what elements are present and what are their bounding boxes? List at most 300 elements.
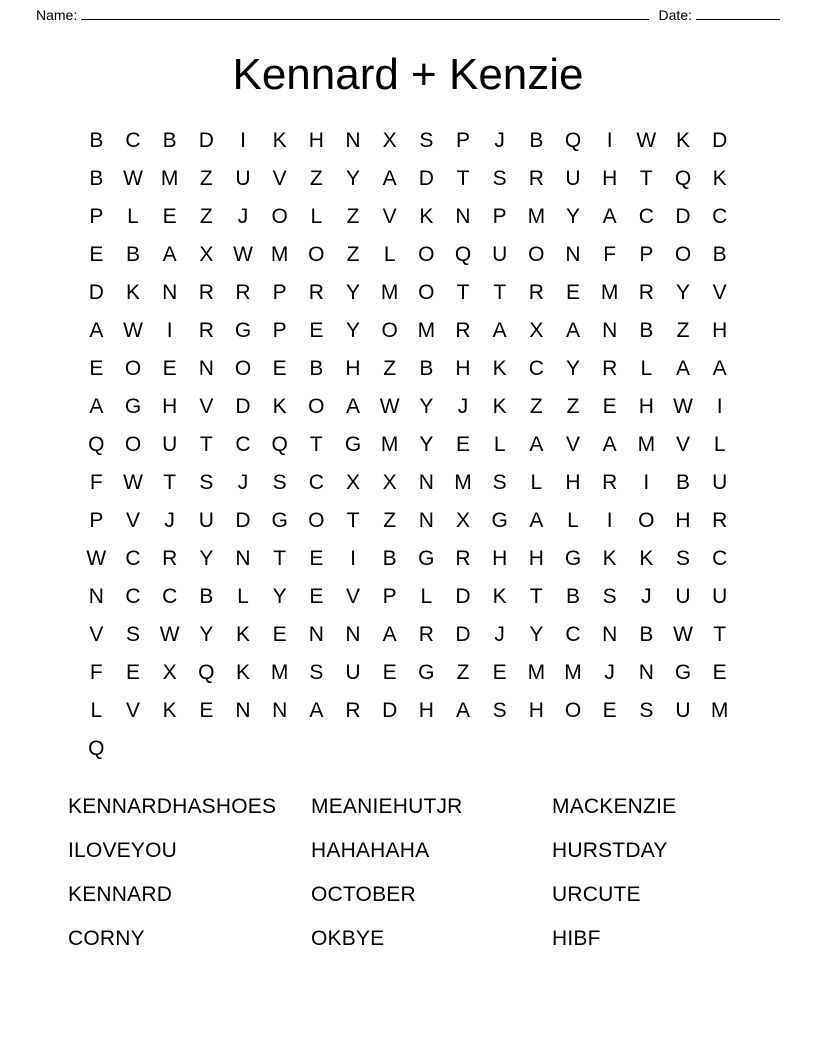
grid-cell[interactable]: F [603,243,617,267]
grid-cell[interactable]: G [234,319,252,343]
grid-cell[interactable]: B [529,129,544,153]
grid-cell[interactable]: I [606,129,613,153]
grid-cell[interactable]: R [528,167,544,191]
grid-cell[interactable]: H [455,357,471,381]
grid-cell[interactable]: U [712,585,728,609]
word-list-item[interactable]: KENNARD [68,883,173,907]
grid-cell[interactable]: C [162,585,178,609]
grid-cell[interactable]: B [419,357,434,381]
grid-cell[interactable]: G [418,661,435,685]
grid-cell[interactable]: Z [383,509,397,533]
grid-cell[interactable]: E [89,243,104,267]
grid-cell[interactable]: C [308,471,324,495]
grid-cell[interactable]: U [675,699,691,723]
grid-cell[interactable]: N [345,129,361,153]
grid-cell[interactable]: R [345,699,361,723]
grid-cell[interactable]: Z [529,395,543,419]
grid-cell[interactable]: U [712,471,728,495]
grid-cell[interactable]: T [713,623,727,647]
grid-cell[interactable]: R [235,281,251,305]
grid-cell[interactable]: E [455,433,470,457]
grid-cell[interactable]: I [606,509,613,533]
grid-cell[interactable]: O [124,357,142,381]
grid-cell[interactable]: T [456,281,470,305]
grid-cell[interactable]: N [565,243,581,267]
grid-cell[interactable]: K [602,547,617,571]
grid-cell[interactable]: Q [454,243,472,267]
grid-cell[interactable]: P [455,129,470,153]
grid-cell[interactable]: B [565,585,580,609]
grid-cell[interactable]: O [308,395,325,419]
grid-cell[interactable]: J [641,585,652,609]
grid-cell[interactable]: L [127,205,139,229]
grid-cell[interactable]: J [457,395,469,419]
grid-cell[interactable]: J [237,205,249,229]
grid-cell[interactable]: R [198,319,214,343]
grid-cell[interactable]: M [710,699,729,723]
word-list-item[interactable]: OCTOBER [311,883,416,907]
grid-cell[interactable]: N [235,699,251,723]
grid-cell[interactable]: D [235,395,251,419]
grid-cell[interactable]: B [162,129,177,153]
grid-cell[interactable]: Y [272,585,287,609]
grid-cell[interactable]: H [638,395,654,419]
grid-cell[interactable]: H [345,357,361,381]
grid-cell[interactable]: Z [199,167,213,191]
grid-cell[interactable]: K [492,395,507,419]
grid-cell[interactable]: L [567,509,579,533]
grid-cell[interactable]: S [272,471,287,495]
grid-cell[interactable]: X [382,471,397,495]
grid-cell[interactable]: Y [675,281,690,305]
grid-cell[interactable]: S [492,167,507,191]
grid-cell[interactable]: X [199,243,214,267]
grid-cell[interactable]: U [492,243,508,267]
grid-cell[interactable]: E [309,319,324,343]
grid-cell[interactable]: Z [566,395,580,419]
grid-cell[interactable]: C [235,433,251,457]
grid-cell[interactable]: U [565,167,581,191]
grid-cell[interactable]: W [233,243,253,267]
grid-cell[interactable]: U [235,167,251,191]
grid-cell[interactable]: S [309,661,324,685]
grid-cell[interactable]: H [528,699,544,723]
grid-cell[interactable]: N [88,585,104,609]
grid-cell[interactable]: E [712,661,727,685]
grid-cell[interactable]: N [345,623,361,647]
grid-cell[interactable]: A [382,623,397,647]
grid-cell[interactable]: C [125,585,141,609]
grid-cell[interactable]: E [89,357,104,381]
grid-cell[interactable]: C [125,547,141,571]
grid-cell[interactable]: Y [345,281,360,305]
grid-cell[interactable]: G [491,509,508,533]
grid-cell[interactable]: W [123,167,143,191]
grid-cell[interactable]: R [712,509,728,533]
grid-cell[interactable]: J [494,623,505,647]
grid-cell[interactable]: W [673,623,693,647]
grid-cell[interactable]: S [492,699,507,723]
grid-cell[interactable]: Z [346,205,360,229]
grid-cell[interactable]: W [673,395,693,419]
grid-cell[interactable]: N [235,547,251,571]
grid-cell[interactable]: R [418,623,434,647]
grid-cell[interactable]: B [89,129,104,153]
grid-cell[interactable]: Y [529,623,544,647]
grid-cell[interactable]: X [382,129,397,153]
grid-cell[interactable]: B [199,585,214,609]
grid-cell[interactable]: M [527,661,546,685]
grid-cell[interactable]: R [308,281,324,305]
grid-cell[interactable]: M [380,433,399,457]
grid-cell[interactable]: N [418,509,434,533]
grid-cell[interactable]: Z [383,357,397,381]
word-list-item[interactable]: OKBYE [311,927,385,951]
grid-cell[interactable]: T [493,281,507,305]
grid-cell[interactable]: C [528,357,544,381]
grid-cell[interactable]: C [565,623,581,647]
grid-cell[interactable]: W [636,129,657,153]
grid-cell[interactable]: D [88,281,104,305]
grid-cell[interactable]: Z [676,319,690,343]
grid-cell[interactable]: Z [199,205,213,229]
grid-cell[interactable]: H [712,319,728,343]
grid-cell[interactable]: G [271,509,288,533]
grid-cell[interactable]: N [162,281,178,305]
grid-cell[interactable]: K [162,699,177,723]
grid-cell[interactable]: R [455,547,471,571]
grid-cell[interactable]: A [675,357,690,381]
grid-cell[interactable]: L [237,585,249,609]
grid-cell[interactable]: L [530,471,543,495]
grid-cell[interactable]: J [604,661,615,685]
grid-cell[interactable]: O [234,357,252,381]
grid-cell[interactable]: A [382,167,397,191]
grid-cell[interactable]: E [492,661,507,685]
grid-cell[interactable]: C [712,547,728,571]
grid-cell[interactable]: K [675,129,690,153]
grid-cell[interactable]: S [675,547,690,571]
grid-cell[interactable]: C [638,205,654,229]
grid-cell[interactable]: E [309,585,324,609]
grid-cell[interactable]: O [564,699,582,723]
grid-cell[interactable]: T [199,433,213,457]
grid-cell[interactable]: C [125,129,141,153]
grid-cell[interactable]: E [162,357,177,381]
grid-cell[interactable]: P [89,509,104,533]
grid-cell[interactable]: M [417,319,436,343]
grid-cell[interactable]: Y [419,433,434,457]
grid-cell[interactable]: O [308,509,325,533]
grid-cell[interactable]: G [344,433,362,457]
grid-cell[interactable]: D [455,585,471,609]
grid-cell[interactable]: O [674,243,692,267]
grid-cell[interactable]: F [89,471,103,495]
grid-cell[interactable]: G [674,661,692,685]
grid-cell[interactable]: M [270,243,289,267]
grid-cell[interactable]: X [162,661,177,685]
grid-cell[interactable]: Y [345,167,360,191]
word-list-item[interactable]: HIBF [552,927,601,951]
grid-cell[interactable]: R [638,281,654,305]
grid-cell[interactable]: T [309,433,323,457]
grid-cell[interactable]: L [640,357,653,381]
grid-cell[interactable]: V [565,433,580,457]
grid-cell[interactable]: V [345,585,360,609]
grid-cell[interactable]: A [712,357,727,381]
grid-cell[interactable]: H [308,129,324,153]
grid-cell[interactable]: D [235,509,251,533]
grid-cell[interactable]: I [350,547,356,571]
grid-cell[interactable]: A [565,319,580,343]
grid-cell[interactable]: B [89,167,104,191]
grid-cell[interactable]: P [272,319,287,343]
grid-cell[interactable]: D [198,129,214,153]
grid-cell[interactable]: E [382,661,397,685]
grid-cell[interactable]: E [125,661,140,685]
grid-cell[interactable]: Y [565,357,580,381]
grid-cell[interactable]: G [564,547,582,571]
grid-cell[interactable]: A [602,205,617,229]
grid-cell[interactable]: U [345,661,361,685]
grid-cell[interactable]: U [162,433,178,457]
grid-cell[interactable]: Z [309,167,323,191]
grid-cell[interactable]: K [235,661,250,685]
grid-cell[interactable]: W [123,319,143,343]
word-list-item[interactable]: HAHAHAHA [311,839,430,863]
grid-cell[interactable]: N [418,471,434,495]
grid-cell[interactable]: L [310,205,323,229]
grid-cell[interactable]: Q [88,433,105,457]
grid-cell[interactable]: M [454,471,472,495]
grid-cell[interactable]: P [89,205,104,229]
grid-cell[interactable]: E [272,623,287,647]
grid-cell[interactable]: J [494,129,505,153]
grid-cell[interactable]: S [125,623,140,647]
grid-cell[interactable]: V [382,205,397,229]
grid-cell[interactable]: H [162,395,178,419]
grid-cell[interactable]: N [455,205,471,229]
word-list-item[interactable]: MEANIEHUTJR [311,795,463,819]
grid-cell[interactable]: K [272,129,287,153]
grid-cell[interactable]: B [639,623,654,647]
grid-cell[interactable]: A [309,699,324,723]
grid-cell[interactable]: M [527,205,546,229]
word-list-item[interactable]: MACKENZIE [552,795,677,819]
grid-cell[interactable]: Q [674,167,692,191]
grid-cell[interactable]: N [602,319,618,343]
grid-cell[interactable]: B [309,357,324,381]
grid-cell[interactable]: E [602,395,617,419]
grid-cell[interactable]: L [713,433,726,457]
grid-cell[interactable]: M [160,167,179,191]
grid-cell[interactable]: O [418,243,435,267]
grid-cell[interactable]: B [639,319,654,343]
grid-cell[interactable]: P [492,205,507,229]
grid-cell[interactable]: Y [199,623,214,647]
grid-cell[interactable]: E [309,547,324,571]
grid-cell[interactable]: T [346,509,360,533]
grid-cell[interactable]: A [529,433,544,457]
grid-cell[interactable]: B [675,471,690,495]
grid-cell[interactable]: M [380,281,399,305]
grid-cell[interactable]: R [198,281,214,305]
grid-cell[interactable]: O [308,243,325,267]
grid-cell[interactable]: O [418,281,435,305]
grid-cell[interactable]: E [162,205,177,229]
grid-cell[interactable]: K [419,205,434,229]
grid-cell[interactable]: H [675,509,691,533]
grid-cell[interactable]: X [455,509,470,533]
grid-cell[interactable]: Z [346,243,360,267]
grid-cell[interactable]: Z [456,661,470,685]
grid-cell[interactable]: F [89,661,103,685]
grid-cell[interactable]: V [272,167,287,191]
grid-cell[interactable]: A [345,395,360,419]
grid-cell[interactable]: E [602,699,617,723]
grid-cell[interactable]: S [602,585,617,609]
grid-cell[interactable]: K [492,585,507,609]
grid-cell[interactable]: X [529,319,544,343]
grid-cell[interactable]: I [240,129,246,153]
grid-cell[interactable]: S [492,471,507,495]
grid-cell[interactable]: U [198,509,214,533]
grid-cell[interactable]: W [379,395,400,419]
grid-cell[interactable]: H [602,167,618,191]
grid-cell[interactable]: G [124,395,142,419]
grid-cell[interactable]: C [712,205,728,229]
date-write-line[interactable] [696,6,780,20]
grid-cell[interactable]: K [235,623,250,647]
grid-cell[interactable]: H [418,699,434,723]
grid-cell[interactable]: G [418,547,435,571]
grid-cell[interactable]: B [382,547,397,571]
grid-cell[interactable]: T [163,471,177,495]
grid-cell[interactable]: V [125,699,140,723]
grid-cell[interactable]: Q [564,129,582,153]
grid-cell[interactable]: T [273,547,287,571]
grid-cell[interactable]: I [643,471,650,495]
grid-cell[interactable]: X [345,471,360,495]
grid-cell[interactable]: W [159,623,180,647]
grid-cell[interactable]: W [86,547,107,571]
grid-cell[interactable]: E [565,281,580,305]
grid-cell[interactable]: V [89,623,104,647]
grid-cell[interactable]: P [382,585,397,609]
grid-cell[interactable]: O [528,243,545,267]
grid-cell[interactable]: N [602,623,618,647]
grid-cell[interactable]: N [308,623,324,647]
grid-cell[interactable]: L [420,585,433,609]
grid-cell[interactable]: I [166,319,173,343]
grid-cell[interactable]: R [528,281,544,305]
grid-cell[interactable]: D [675,205,691,229]
grid-cell[interactable]: E [199,699,214,723]
grid-cell[interactable]: R [162,547,178,571]
grid-cell[interactable]: K [712,167,727,191]
grid-cell[interactable]: U [675,585,691,609]
grid-cell[interactable]: S [639,699,654,723]
grid-cell[interactable]: N [272,699,288,723]
grid-cell[interactable]: H [492,547,508,571]
grid-cell[interactable]: P [639,243,654,267]
grid-cell[interactable]: D [455,623,471,647]
grid-cell[interactable]: R [455,319,471,343]
grid-cell[interactable]: K [639,547,654,571]
grid-cell[interactable]: J [237,471,249,495]
grid-cell[interactable]: M [564,661,582,685]
word-list-item[interactable]: CORNY [68,927,145,951]
grid-cell[interactable]: V [712,281,727,305]
grid-cell[interactable]: A [492,319,507,343]
grid-cell[interactable]: A [529,509,544,533]
word-list-item[interactable]: HURSTDAY [552,839,668,863]
grid-cell[interactable]: Q [198,661,215,685]
grid-cell[interactable]: M [637,433,656,457]
grid-cell[interactable]: D [712,129,728,153]
grid-cell[interactable]: L [90,699,103,723]
grid-cell[interactable]: S [199,471,214,495]
grid-cell[interactable]: O [271,205,288,229]
grid-cell[interactable]: N [198,357,214,381]
grid-cell[interactable]: V [675,433,690,457]
grid-cell[interactable]: S [419,129,434,153]
grid-cell[interactable]: L [493,433,506,457]
grid-cell[interactable]: R [602,357,618,381]
grid-cell[interactable]: O [381,319,398,343]
grid-cell[interactable]: T [529,585,543,609]
grid-cell[interactable]: Y [419,395,434,419]
word-list-item[interactable]: URCUTE [552,883,641,907]
grid-cell[interactable]: P [272,281,287,305]
grid-cell[interactable]: M [270,661,289,685]
grid-cell[interactable]: A [89,319,104,343]
grid-cell[interactable]: R [602,471,618,495]
grid-cell[interactable]: Y [565,205,580,229]
grid-cell[interactable]: Y [345,319,360,343]
grid-cell[interactable]: T [456,167,470,191]
name-write-line[interactable] [81,6,648,20]
grid-cell[interactable]: L [383,243,396,267]
grid-cell[interactable]: I [716,395,723,419]
grid-cell[interactable]: Y [199,547,214,571]
grid-cell[interactable]: V [199,395,214,419]
word-search-grid[interactable] [78,129,738,761]
grid-cell[interactable]: W [123,471,143,495]
grid-cell[interactable]: Q [88,737,105,761]
grid-cell[interactable]: A [455,699,470,723]
grid-cell[interactable]: K [492,357,507,381]
grid-cell[interactable]: H [528,547,544,571]
grid-cell[interactable]: O [124,433,142,457]
grid-cell[interactable]: A [162,243,177,267]
grid-cell[interactable]: D [418,167,434,191]
grid-cell[interactable]: E [272,357,287,381]
grid-cell[interactable]: J [164,509,175,533]
grid-cell[interactable]: O [638,509,655,533]
grid-cell[interactable]: N [638,661,654,685]
grid-cell[interactable]: T [639,167,653,191]
grid-cell[interactable]: H [565,471,581,495]
grid-cell[interactable]: M [600,281,619,305]
grid-cell[interactable]: V [125,509,140,533]
grid-cell[interactable]: B [125,243,140,267]
grid-cell[interactable]: Q [271,433,288,457]
grid-cell[interactable]: A [602,433,617,457]
grid-cell[interactable]: D [382,699,398,723]
grid-cell[interactable]: K [125,281,140,305]
word-list-item[interactable]: KENNARDHASHOES [68,795,277,819]
